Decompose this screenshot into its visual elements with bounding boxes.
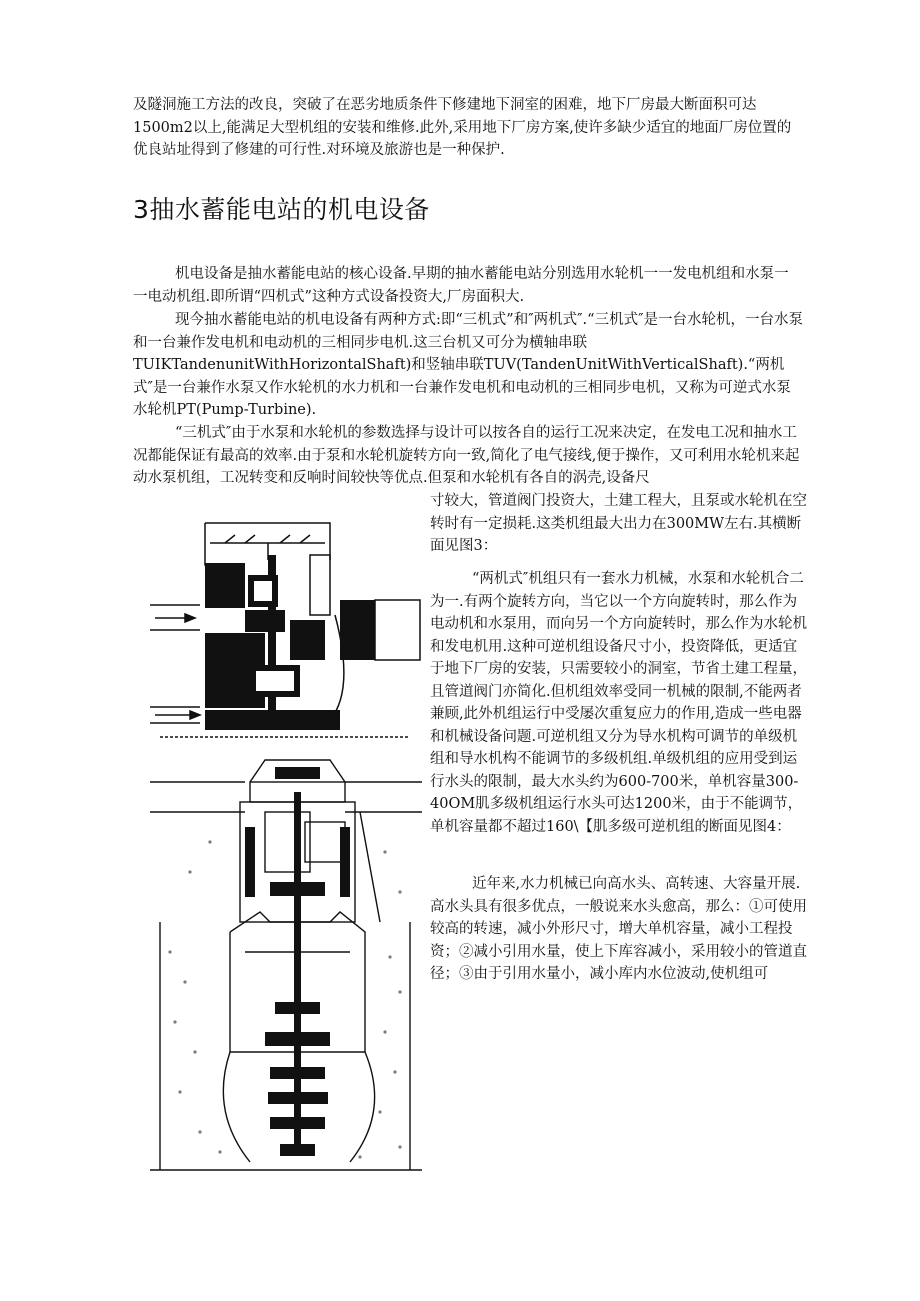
paragraph-three-machine: “三机式″由于水泵和水轮机的参数选择与设计可以按各自的运行工况来决定，在发电工况和抽水工况都能保证有最高的效率.由于泵和水轮机旋转方向一致,简化了电气接线,便于操作，又可利用水轮机来起动水泵机组，工况转变和反响时间较快等优点.但泵和水轮机有各自的涡壳,设备尺 bbox=[133, 425, 800, 486]
paragraph-equipment-intro: 机电设备是抽水蓄能电站的核心设备.早期的抽水蓄能电站分别选用水轮机一一发电机组和水泵一一电动机组.即所谓“四机式”这种方式设备投资大,厂房面积大. bbox=[133, 266, 789, 305]
intro-paragraph: 及隧洞施工方法的改良，突破了在恶劣地质条件下修建地下洞室的困难，地下厂房最大断面积可达1500m2以上,能满足大型机组的安装和维修.此外,采用地下厂房方案,使许多缺少适宜的地面厂房位置的优良站址得到了修建的可行性.对环境及旅游也是一种保护. bbox=[133, 97, 792, 158]
paragraph-two-modes: 现今抽水蓄能电站的机电设备有两种方式:即“三机式”和″两机式″.“三机式″是一台水轮机，一台水泵和一台兼作发电机和电动机的三相同步电机.这三台机又可分为横轴串联TUIKTandenunitWithHorizontalShaft)和竖轴串联TUV(TandenUnitWithVerticalShaft).“两机式″是一台兼作水泵又作水轮机的水力机和一台兼作发电机和电动机的三相同步电机，又称为可逆式水泵水轮机PT(Pump-Turbine). bbox=[133, 312, 803, 418]
paragraph-three-machine-cont: 寸较大，管道阀门投资大，土建工程大，且泵或水轮机在空转时有一定损耗.这类机组最大出力在300MW左右.其横断面见图3： bbox=[430, 493, 807, 554]
figure-3-three-machine-section bbox=[150, 515, 422, 743]
paragraph-recent-years: 近年来,水力机械已向高水头、高转速、大容量开展.高水头具有很多优点，一般说来水头愈高，那么：①可使用较高的转速，减小外形尺寸，增大单机容量，减小工程投资；②减小引用水量，使上下库容减小，采用较小的管道直径；③由于引用水量小，减小库内水位波动,使机组可 bbox=[430, 876, 807, 982]
section-heading: 3抽水蓄能电站的机电设备 bbox=[133, 195, 430, 224]
paragraph-two-machine: “两机式″机组只有一套水力机械，水泵和水轮机合二为一.有两个旋转方向，当它以一个方向旋转时，那么作为电动机和水泵用，而向另一个方向旋转时，那么作为水轮机和发电机用.这种可逆机组设备尺寸小，投资降低，更适宜于地下厂房的安装，只需要较小的洞室，节省土建工程量，且管道阀门亦简化.但机组效率受同一机械的限制,不能两者兼顾,此外机组运行中受屡次重复应力的作用,造成一些电器和机械设备问题.可逆机组又分为导水机构可调节的单级机组和导水机构不能调节的多级机组.单级机组的应用受到运行水头的限制，最大水头约为600-700米，单机容量300-40OM肌多级机组运行水头可达1200米，由于不能调节，单机容量都不超过160\【肌多级可逆机组的断面见图4： bbox=[430, 571, 807, 835]
figure-4-multistage-reversible-section bbox=[150, 752, 422, 1172]
